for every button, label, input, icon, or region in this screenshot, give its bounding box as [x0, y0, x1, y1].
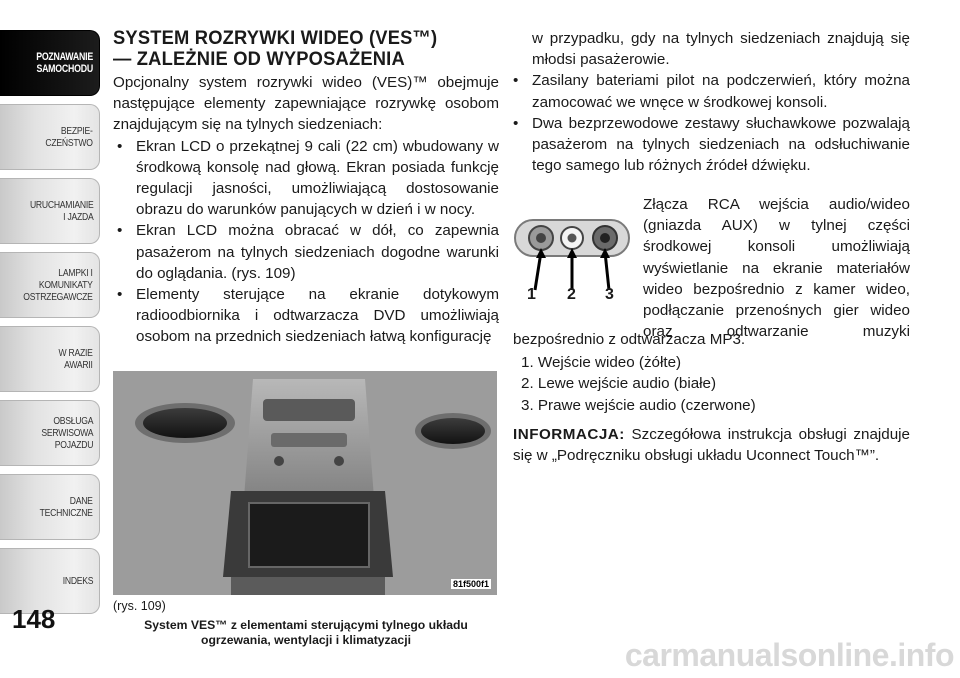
tab-uruchamianie-i-jazda[interactable] — [0, 178, 100, 244]
info-note — [513, 424, 910, 466]
list-item: 2. Lewe wejście audio (białe) — [521, 375, 717, 393]
rca-label-1: 1 — [527, 286, 536, 303]
rca-connectors-illustration — [513, 198, 631, 310]
info-note-text: Szczegółowa instrukcja obsługi znajduje się w „Podręczniku obsługi układu Uconnect Touch™”. — [513, 425, 910, 465]
list-item: • Ekran LCD o przekątnej 9 cali (22 cm) wbudowany w środkową konsolę nad głową. Ekran posiada funkcję regulacji jasności, umożliwiającą dostosowanie obrazu do warunków panujących w dzień i w nocy. — [117, 136, 499, 221]
figure-reference: (rys. 109) — [113, 599, 166, 613]
tab-dane-techniczne[interactable] — [0, 474, 100, 540]
list-item: • Elementy sterujące na ekranie dotykowym radioodbiornika i odtwarzacza DVD umożliwiają osobom na przednich siedzeniach łatwą konfigurację — [117, 284, 499, 348]
tab-label: DANE TECHNICZNE — [39, 495, 93, 519]
page-number: 148 — [12, 604, 56, 634]
tab-label: URUCHAMIANIE I JAZDA — [29, 199, 93, 223]
intro-paragraph: Opcjonalny system rozrywki wideo (VES)™ obejmuje następujące elementy zapewniające rozrywkę osobom znajdującym się na tylnych siedzeniach: — [113, 74, 499, 134]
figure-caption: System VES™ z elementami sterującymi tylnego układu ogrzewania, wentylacji i klimatyzacji — [144, 618, 468, 647]
rca-paragraph: Złącza RCA wejścia audio/wideo (gniazda AUX) w tylnej części środkowej konsoli umożliwiają wyświetlanie na ekranie materiałów wideo bezpośrednio z kamer wideo, podłączanie przenośnych gier wideo oraz odtwarzanie muzyki — [643, 196, 910, 341]
feature-list-continued — [513, 70, 910, 176]
list-item: • Zasilany bateriami pilot na podczerwień, który można zamocować we wnęce w środkowej konsoli. — [513, 70, 910, 112]
tab-label: BEZPIE- CZEŃSTWO — [45, 125, 93, 149]
connector-list — [513, 352, 910, 416]
rca-jack-video — [529, 226, 553, 250]
rca-label-2: 2 — [567, 286, 576, 303]
tab-label: POZNAWANIE SAMOCHODU — [36, 51, 93, 75]
section-title-line2: — ZALEŻNIE OD WYPOSAŻENIA — [113, 48, 405, 70]
rca-jack-audio-right — [593, 226, 617, 250]
watermark: carmanualsonline.info — [624, 637, 954, 673]
rca-label-3: 3 — [605, 286, 614, 303]
info-note-label: INFORMACJA: — [513, 425, 625, 443]
right-column — [513, 28, 910, 176]
tab-label: OBSŁUGA SERWISOWA POJAZDU — [41, 415, 93, 451]
tab-bezpieczenstwo[interactable] — [0, 104, 100, 170]
left-column — [113, 28, 499, 348]
rca-paragraph-tail: bezpośrednio z odtwarzacza MP3. — [513, 331, 746, 348]
ves-screen-photo — [113, 371, 497, 595]
list-item: • Ekran LCD można obracać w dół, co zapewnia pasażerom na tylnych siedzeniach dogodne warunki do oglądania. (rys. 109) — [117, 220, 499, 284]
section-title-line1: SYSTEM ROZRYWKI WIDEO (VES™) — [113, 27, 438, 49]
continuation-paragraph: w przypadku, gdy na tylnych siedzeniach znajdują się młodsi pasażerowie. — [532, 30, 910, 69]
list-item: 3. Prawe wejście audio (czerwone) — [521, 396, 756, 414]
list-item: 1. Wejście wideo (żółte) — [521, 354, 682, 372]
rca-jack-audio-left — [561, 227, 583, 249]
tab-lampki-i-komunikaty[interactable] — [0, 252, 100, 318]
tab-label: INDEKS — [62, 575, 93, 587]
list-item: • Dwa bezprzewodowe zestawy słuchawkowe pozwalają pasażerom na tylnych siedzeniach na odsłuchiwanie tego samego lub różnych źródeł dźwięku. — [513, 113, 910, 177]
tab-poznawanie-samochodu[interactable] — [0, 30, 100, 96]
tab-obsluga-serwisowa[interactable] — [0, 400, 100, 466]
rca-description — [643, 194, 910, 342]
tab-label: W RAZIE AWARII — [58, 347, 93, 371]
tab-label: LAMPKI I KOMUNIKATY OSTRZEGAWCZE — [23, 267, 93, 303]
headliner-illustration — [113, 371, 497, 595]
section-title — [113, 28, 498, 70]
figure-code: 81f500f1 — [452, 579, 489, 589]
feature-list — [117, 136, 499, 348]
tab-w-razie-awarii[interactable] — [0, 326, 100, 392]
rca-details — [513, 329, 910, 466]
